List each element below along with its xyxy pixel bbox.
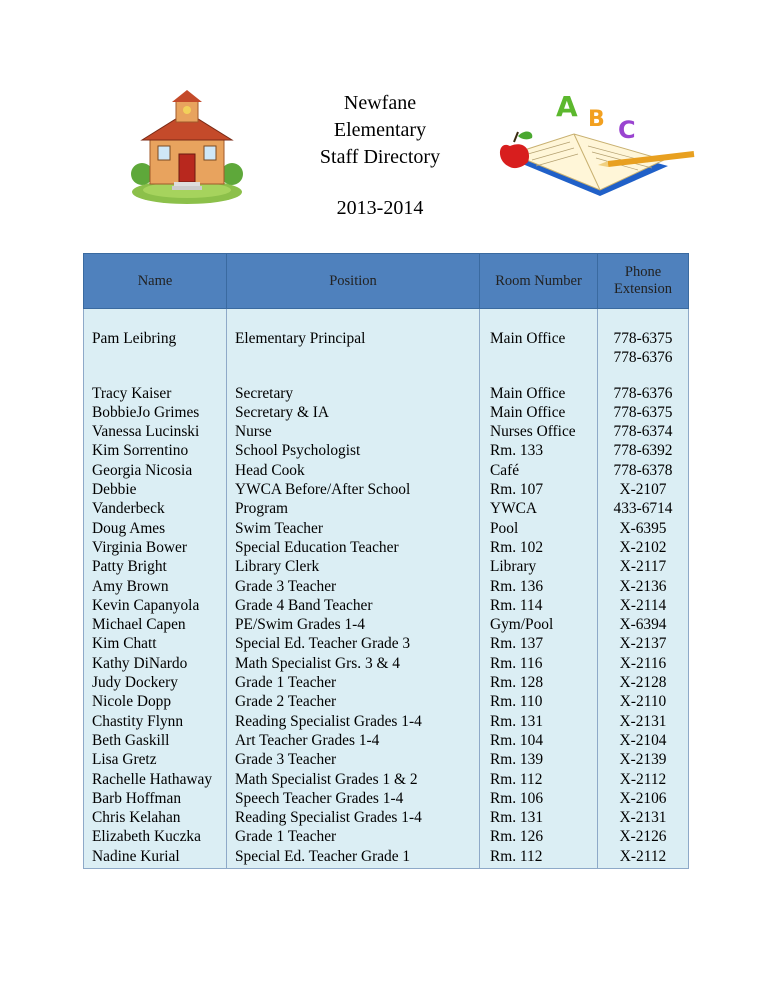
staff-name: Tracy Kaiser bbox=[84, 384, 227, 403]
staff-phone: X-2104 bbox=[598, 731, 689, 750]
staff-name: Nicole Dopp bbox=[84, 692, 227, 711]
title-line-school: Newfane bbox=[343, 92, 417, 114]
header-position: Position bbox=[227, 254, 480, 309]
directory-title bbox=[290, 90, 470, 171]
staff-room: Rm. 107 bbox=[480, 480, 598, 499]
table-row bbox=[84, 499, 689, 518]
staff-phone: X-2110 bbox=[598, 692, 689, 711]
staff-phone: 778-6392 bbox=[598, 441, 689, 460]
staff-position: Grade 1 Teacher bbox=[227, 827, 480, 846]
staff-position: Nurse bbox=[227, 422, 480, 441]
table-row bbox=[84, 309, 689, 384]
staff-phone: X-2139 bbox=[598, 750, 689, 769]
table-row bbox=[84, 538, 689, 557]
header-phone: Phone Extension bbox=[598, 254, 689, 309]
staff-name: Virginia Bower bbox=[84, 538, 227, 557]
staff-room: Rm. 112 bbox=[480, 847, 598, 869]
table-row bbox=[84, 731, 689, 750]
staff-phone: X-2106 bbox=[598, 789, 689, 808]
staff-name: Elizabeth Kuczka bbox=[84, 827, 227, 846]
table-row bbox=[84, 750, 689, 769]
staff-phone: X-2131 bbox=[598, 808, 689, 827]
staff-phone: 778-6378 bbox=[598, 461, 689, 480]
staff-phone: X-6394 bbox=[598, 615, 689, 634]
table-row bbox=[84, 847, 689, 869]
staff-position: PE/Swim Grades 1-4 bbox=[227, 615, 480, 634]
staff-name: Georgia Nicosia bbox=[84, 461, 227, 480]
school-year: 2013-2014 bbox=[336, 197, 424, 219]
staff-phone: X-2137 bbox=[598, 634, 689, 653]
table-row bbox=[84, 519, 689, 538]
staff-phone: 778-6375 bbox=[598, 403, 689, 422]
table-row bbox=[84, 577, 689, 596]
staff-position: Grade 2 Teacher bbox=[227, 692, 480, 711]
staff-name: Lisa Gretz bbox=[84, 750, 227, 769]
staff-phone: X-2116 bbox=[598, 654, 689, 673]
staff-position: Head Cook bbox=[227, 461, 480, 480]
staff-position: Reading Specialist Grades 1-4 bbox=[227, 712, 480, 731]
abc-book-icon bbox=[488, 88, 708, 210]
staff-position: Grade 3 Teacher bbox=[227, 750, 480, 769]
table-row bbox=[84, 557, 689, 576]
staff-room: Rm. 139 bbox=[480, 750, 598, 769]
staff-room: Library bbox=[480, 557, 598, 576]
staff-name: Nadine Kurial bbox=[84, 847, 227, 869]
staff-room: Rm. 116 bbox=[480, 654, 598, 673]
staff-phone: X-2107 bbox=[598, 480, 689, 499]
staff-room: Gym/Pool bbox=[480, 615, 598, 634]
staff-name: Debbie bbox=[84, 480, 227, 499]
staff-phone: X-2114 bbox=[598, 596, 689, 615]
staff-position: Secretary bbox=[227, 384, 480, 403]
staff-room: Rm. 104 bbox=[480, 731, 598, 750]
table-row bbox=[84, 808, 689, 827]
staff-phone: X-2112 bbox=[598, 847, 689, 869]
staff-name: Chris Kelahan bbox=[84, 808, 227, 827]
staff-room: Rm. 110 bbox=[480, 692, 598, 711]
staff-phone: X-2136 bbox=[598, 577, 689, 596]
svg-text:A: A bbox=[556, 90, 578, 123]
table-row bbox=[84, 441, 689, 460]
staff-name: Kim Chatt bbox=[84, 634, 227, 653]
staff-room: Rm. 128 bbox=[480, 673, 598, 692]
staff-room: Rm. 136 bbox=[480, 577, 598, 596]
table-row bbox=[84, 596, 689, 615]
staff-phone: X-6395 bbox=[598, 519, 689, 538]
staff-phone: X-2131 bbox=[598, 712, 689, 731]
staff-phone: X-2112 bbox=[598, 770, 689, 789]
table-row bbox=[84, 461, 689, 480]
staff-position: Secretary & IA bbox=[227, 403, 480, 422]
phone-secondary: 778-6376 bbox=[613, 349, 673, 367]
staff-phone: 433-6714 bbox=[598, 499, 689, 518]
svg-text:C: C bbox=[618, 116, 636, 144]
staff-position: YWCA Before/After School bbox=[227, 480, 480, 499]
staff-room: Rm. 112 bbox=[480, 770, 598, 789]
staff-position: Program bbox=[227, 499, 480, 518]
staff-position: Art Teacher Grades 1-4 bbox=[227, 731, 480, 750]
staff-position: Library Clerk bbox=[227, 557, 480, 576]
staff-position: Grade 4 Band Teacher bbox=[227, 596, 480, 615]
table-row bbox=[84, 615, 689, 634]
staff-phone: X-2128 bbox=[598, 673, 689, 692]
staff-position: Grade 1 Teacher bbox=[227, 673, 480, 692]
staff-position: Special Ed. Teacher Grade 3 bbox=[227, 634, 480, 653]
staff-position: School Psychologist bbox=[227, 441, 480, 460]
header-room: Room Number bbox=[480, 254, 598, 309]
staff-room: Rm. 106 bbox=[480, 789, 598, 808]
staff-room: Rm. 102 bbox=[480, 538, 598, 557]
table-row bbox=[84, 654, 689, 673]
staff-room: Nurses Office bbox=[480, 422, 598, 441]
staff-name: Rachelle Hathaway bbox=[84, 770, 227, 789]
staff-room: Rm. 131 bbox=[480, 808, 598, 827]
staff-name: Kim Sorrentino bbox=[84, 441, 227, 460]
table-row bbox=[84, 403, 689, 422]
staff-position: Special Ed. Teacher Grade 1 bbox=[227, 847, 480, 869]
staff-name: Barb Hoffman bbox=[84, 789, 227, 808]
table-row bbox=[84, 692, 689, 711]
table-row bbox=[84, 789, 689, 808]
table-row bbox=[84, 384, 689, 403]
staff-phone: X-2117 bbox=[598, 557, 689, 576]
staff-position: Special Education Teacher bbox=[227, 538, 480, 557]
staff-phone: X-2102 bbox=[598, 538, 689, 557]
staff-room: Café bbox=[480, 461, 598, 480]
staff-name: Patty Bright bbox=[84, 557, 227, 576]
staff-position: Speech Teacher Grades 1-4 bbox=[227, 789, 480, 808]
phone-primary: 778-6375 bbox=[613, 330, 673, 347]
table-row bbox=[84, 770, 689, 789]
staff-room: Rm. 131 bbox=[480, 712, 598, 731]
staff-position: Math Specialist Grs. 3 & 4 bbox=[227, 654, 480, 673]
staff-room: Main Office bbox=[480, 403, 598, 422]
table-row bbox=[84, 712, 689, 731]
staff-phone: X-2126 bbox=[598, 827, 689, 846]
staff-phone: 778-6374 bbox=[598, 422, 689, 441]
staff-name: Chastity Flynn bbox=[84, 712, 227, 731]
staff-room: Rm. 114 bbox=[480, 596, 598, 615]
staff-name: Beth Gaskill bbox=[84, 731, 227, 750]
table-row bbox=[84, 422, 689, 441]
table-header-row bbox=[84, 254, 689, 309]
header-name: Name bbox=[84, 254, 227, 309]
staff-name: Judy Dockery bbox=[84, 673, 227, 692]
staff-room: Pool bbox=[480, 519, 598, 538]
staff-name: Kevin Capanyola bbox=[84, 596, 227, 615]
schoolhouse-icon bbox=[128, 90, 246, 205]
staff-position: Reading Specialist Grades 1-4 bbox=[227, 808, 480, 827]
staff-name: Doug Ames bbox=[84, 519, 227, 538]
title-line-level: Elementary bbox=[333, 119, 427, 141]
staff-name: Vanessa Lucinski bbox=[84, 422, 227, 441]
svg-text:B: B bbox=[588, 107, 605, 132]
staff-position: Elementary Principal bbox=[227, 309, 480, 384]
table-row bbox=[84, 480, 689, 499]
staff-room: Rm. 126 bbox=[480, 827, 598, 846]
staff-directory-table bbox=[83, 253, 689, 869]
staff-name: Amy Brown bbox=[84, 577, 227, 596]
table-row bbox=[84, 634, 689, 653]
staff-phone: 778-6376 bbox=[598, 384, 689, 403]
staff-name: BobbieJo Grimes bbox=[84, 403, 227, 422]
staff-position: Grade 3 Teacher bbox=[227, 577, 480, 596]
staff-room: YWCA bbox=[480, 499, 598, 518]
staff-room: Main Office bbox=[480, 309, 598, 384]
staff-room: Rm. 133 bbox=[480, 441, 598, 460]
title-line-directory: Staff Directory bbox=[319, 146, 441, 168]
staff-name: Kathy DiNardo bbox=[84, 654, 227, 673]
staff-name: Vanderbeck bbox=[84, 499, 227, 518]
staff-name: Michael Capen bbox=[84, 615, 227, 634]
staff-position: Swim Teacher bbox=[227, 519, 480, 538]
staff-name: Pam Leibring bbox=[84, 309, 227, 384]
table-row bbox=[84, 827, 689, 846]
staff-room: Main Office bbox=[480, 384, 598, 403]
staff-phone bbox=[598, 309, 689, 384]
staff-room: Rm. 137 bbox=[480, 634, 598, 653]
table-row bbox=[84, 673, 689, 692]
staff-position: Math Specialist Grades 1 & 2 bbox=[227, 770, 480, 789]
